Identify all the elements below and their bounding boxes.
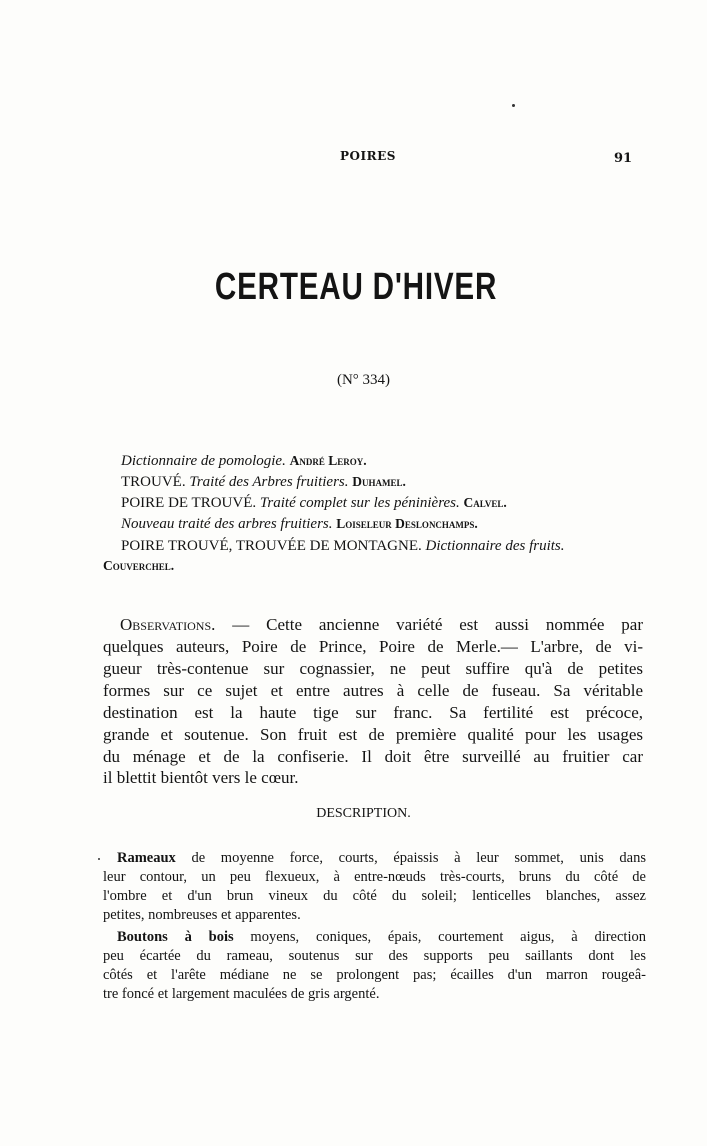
synonym-line	[121, 516, 478, 533]
observation-line	[103, 747, 643, 767]
observation-line	[103, 768, 643, 788]
synonym-text: Nouveau traité des arbres fruitiers.	[121, 516, 337, 532]
description-line	[117, 929, 646, 946]
description-text: petites, nombreuses et apparentes.	[103, 907, 301, 923]
description-text: Rameaux	[117, 850, 192, 866]
observation-line	[120, 615, 643, 635]
page-number: 91	[614, 151, 633, 166]
synonym-line	[121, 495, 507, 512]
description-line	[103, 888, 646, 905]
description-text: tre foncé et largement maculées de gris argenté.	[103, 986, 380, 1002]
description-text: peu écartée du rameau, soutenus sur des supports peu saillants dont les	[103, 948, 646, 964]
description-text: de moyenne force, courts, épaissis à leur sommet, unis dans	[191, 850, 646, 866]
description-line	[103, 967, 646, 984]
observation-line	[103, 659, 643, 679]
observation-line	[103, 725, 643, 745]
description-text: moyens, coniques, épais, courtement aigus, à direction	[250, 929, 646, 945]
page-title: CERTEAU D'HIVER	[214, 266, 498, 308]
observation-text: destination est la haute tige sur franc. Sa fertilité est précoce,	[103, 703, 643, 722]
observation-text: il blettit bientôt vers le cœur.	[103, 768, 299, 787]
synonym-text: Calvel.	[463, 495, 507, 510]
description-text: Boutons à bois	[117, 929, 251, 945]
description-line	[103, 869, 646, 886]
synonym-text: André Leroy.	[289, 453, 367, 468]
running-head: POIRES	[340, 149, 396, 163]
description-text: côtés et l'arête médiane ne se prolongent pas; écailles d'un marron rougeâ-	[103, 967, 646, 983]
observation-text: grande et soutenue. Son fruit est de première qualité pour les usages	[103, 725, 643, 744]
synonym-text: Traité complet sur les péninières.	[259, 495, 464, 511]
scan-speck	[98, 858, 100, 860]
description-text: leur contour, un peu flexueux, à entre-nœuds très-courts, bruns du côté de	[103, 869, 646, 885]
synonym-text: Traité des Arbres fruitiers.	[189, 474, 353, 490]
observation-text: formes sur ce sujet et entre autres à celle de fuseau. Sa véritable	[103, 681, 643, 700]
observation-line	[103, 637, 643, 657]
synonym-line	[121, 474, 406, 491]
synonym-line	[103, 558, 174, 575]
description-line	[117, 850, 646, 867]
observation-text: Observations.	[120, 615, 233, 634]
description-line	[103, 986, 646, 1003]
observation-line	[103, 703, 643, 723]
variety-number: (N° 334)	[336, 372, 391, 388]
synonym-text: Couverchel.	[103, 558, 175, 573]
description-line	[103, 907, 646, 924]
description-heading: DESCRIPTION.	[316, 806, 411, 821]
synonym-text: POIRE DE TROUVÉ.	[121, 495, 260, 511]
observation-text: quelques auteurs, Poire de Prince, Poire de Merle.— L'arbre, de vi-	[103, 637, 643, 656]
synonym-text: TROUVÉ.	[121, 474, 190, 490]
synonym-line	[121, 453, 367, 470]
description-text: l'ombre et d'un brun vineux du côté du soleil; lenticelles blanches, assez	[103, 888, 646, 904]
synonym-line	[121, 538, 565, 555]
observation-line	[103, 681, 643, 701]
synonym-text: POIRE TROUVÉ, TROUVÉE DE MONTAGNE.	[121, 538, 426, 554]
synonym-text: Loiseleur Deslonchamps.	[336, 516, 478, 531]
observation-text: — Cette ancienne variété est aussi nommée par	[232, 615, 643, 634]
synonym-text: Dictionnaire des fruits.	[425, 538, 565, 554]
description-line	[103, 948, 646, 965]
synonym-text: Duhamel.	[352, 474, 406, 489]
scan-speck	[512, 104, 515, 107]
observation-text: du ménage et de la confiserie. Il doit être surveillé au fruitier car	[103, 747, 643, 766]
synonym-text: Dictionnaire de pomologie.	[121, 453, 290, 469]
observation-text: gueur très-contenue sur cognassier, ne peut suffire qu'à de petites	[103, 659, 643, 678]
